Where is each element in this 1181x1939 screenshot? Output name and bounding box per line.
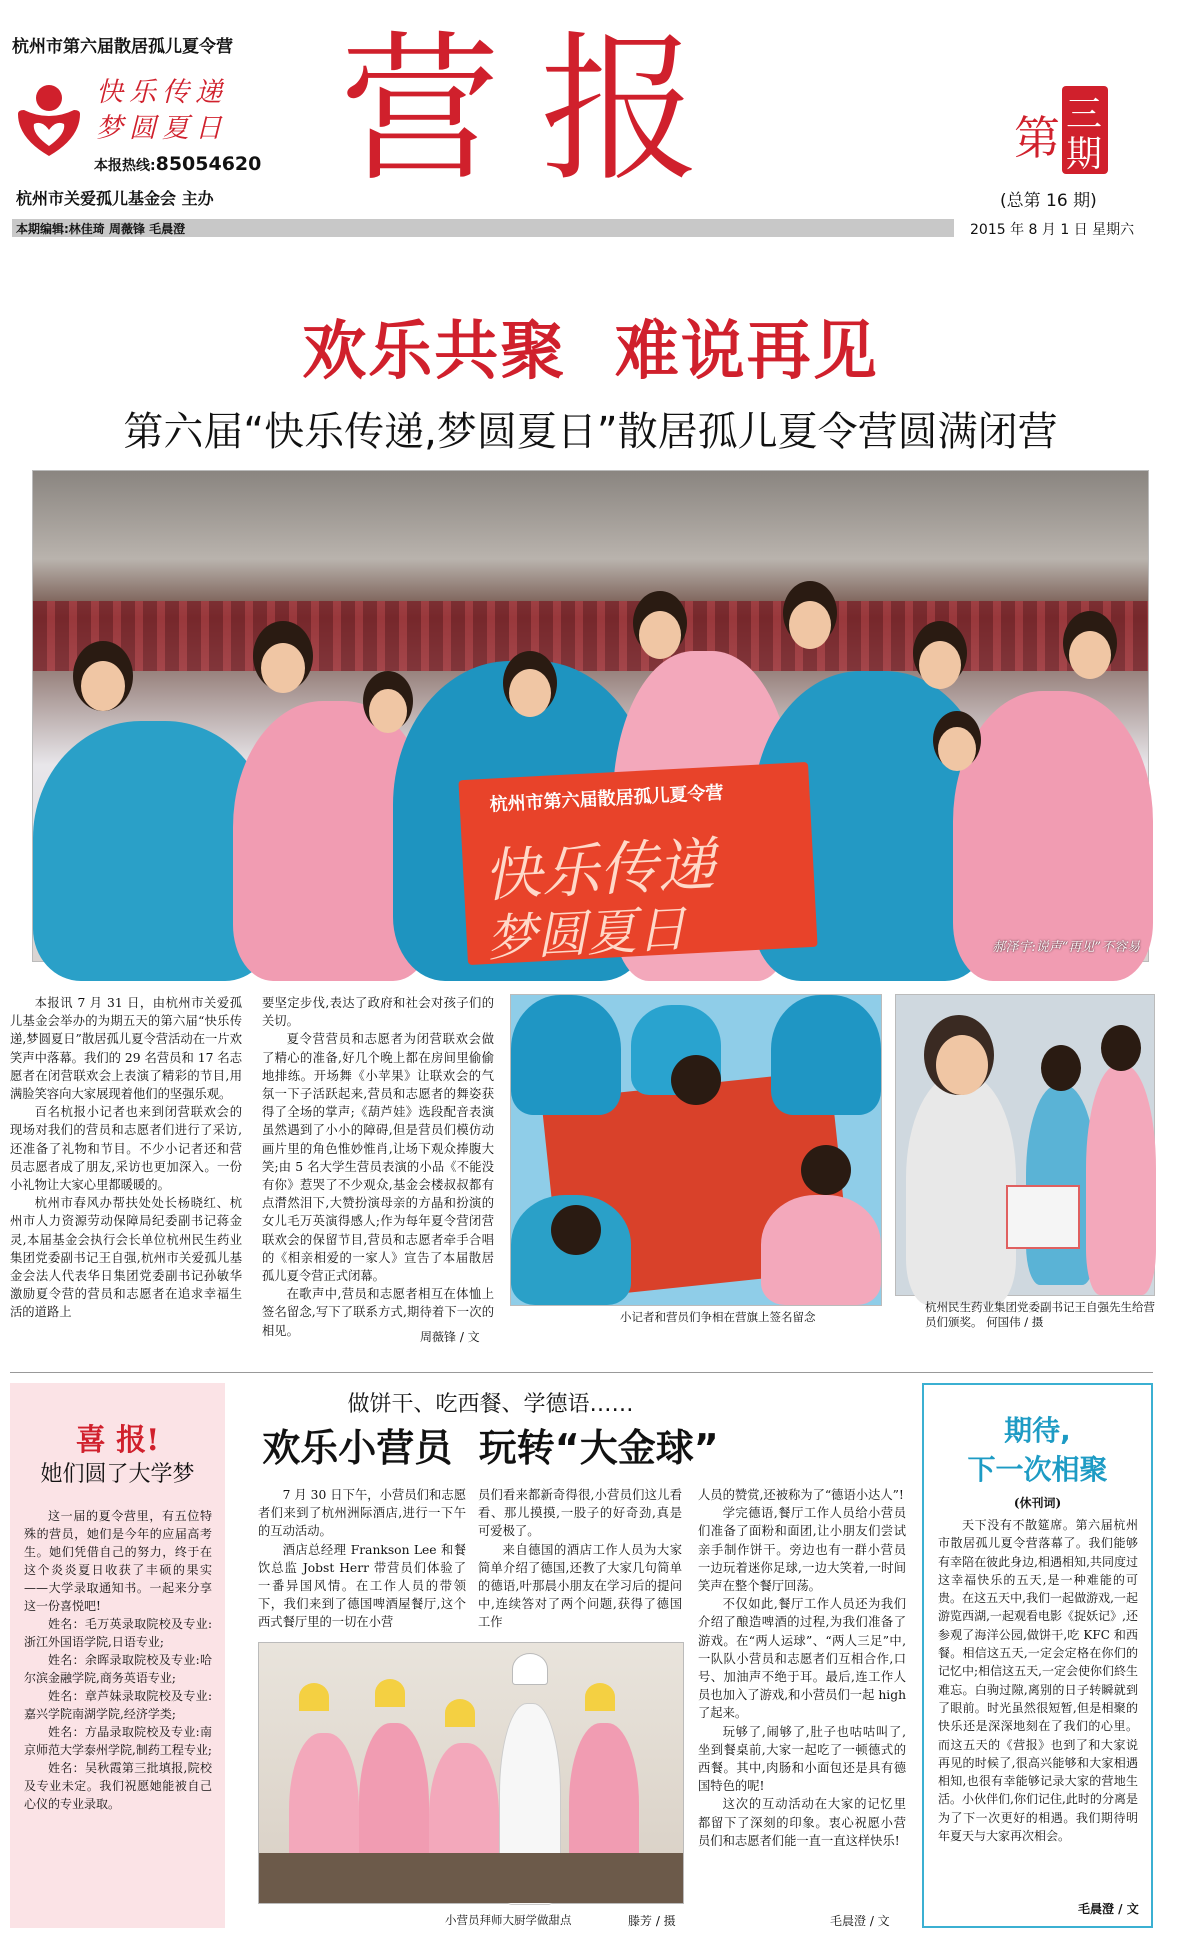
story2-para: 来自德国的酒店工作人员为大家简单介绍了德国,还教了大家几句简单的德语,叶那晨小朋友在学习后的提问中,连续答对了两个问题,获得了德国工作 [478,1542,682,1630]
hotline [94,153,261,175]
farewell-author-tag: (休刊词) [1013,1496,1062,1510]
slogan-line-2: 梦圆夏日 [96,113,228,144]
banner-big-2: 梦圆夏日 [485,899,688,968]
good-news-entry: 姓名：吴秋霞第三批填报,院校及专业未定。我们祝愿她能被自己心仪的专业录取。 [24,1761,212,1811]
signing-photo [510,994,882,1306]
story2-col1 [258,1486,466,1636]
story1-byline: 周薇锋 / 文 [420,1330,480,1344]
story2-col2 [478,1486,682,1636]
slogan-line-1: 快乐传递 [96,77,228,108]
farewell-title-2: 下一次相聚 [967,1453,1108,1486]
story1-para: 夏令营营员和志愿者为闭营联欢会做了精心的准备,好几个晚上都在房间里偷偷地排练。开场舞《小苹果》让联欢会的气氛一下子活跃起来,营员和志愿者的舞姿获得了全场的掌声;《葫芦娃》选段配音表演虽然遇到了小小的障碍,但是营员们模仿动画片里的角色惟妙惟肖,让场下观众捧腹大笑;由 5 名大学生营员表演的小品《不能没有你》惹哭了不少观众,基金会楼叔叔都有点潸然泪下,大赞扮演母亲的方晶和扮演的女儿毛万英演得感人;作为每年夏令营闭营联欢会的保留节目,营员和志愿者牵手合唱的《相亲相爱的一家人》宣告了本届散居孤儿夏令营正式闭幕。 [262,1032,494,1284]
good-news-entry: 姓名：章芦妹录取院校及专业:嘉兴学院南湖学院,经济学类; [24,1689,212,1721]
camp-name: 杭州市第六届散居孤儿夏令营 [12,37,233,57]
issue-total: (总第 16 期) [1000,191,1097,211]
story2-para: 玩够了,闹够了,肚子也咕咕叫了,坐到餐桌前,大家一起吃了一顿德式的西餐。其中,肉肠和小面包还是具有德国特色的呢! [698,1724,906,1794]
masthead-title [340,16,741,203]
award-photo-caption [925,1300,1155,1330]
good-news-entry: 姓名：方晶录取院校及专业:南京师范大学泰州学院,制药工程专业; [24,1725,212,1757]
baking-photo-caption: 小营员拜师大厨学做甜点 [445,1913,572,1927]
baking-photo-credit: 滕芳 / 摄 [628,1914,676,1928]
photo-caption: 郝泽宇:说声“再见”不容易 [992,940,1140,955]
banner-big-1: 快乐传递 [481,830,717,911]
story2-para: 人员的赞赏,还被称为了“德语小达人”! [698,1488,904,1502]
farewell-title-1: 期待, [1004,1414,1071,1447]
issue-seal-char-1: 第 [1014,111,1060,165]
good-news-title: 喜 报! [75,1423,160,1458]
baking-photo [258,1642,684,1904]
hall-seats [33,601,1148,671]
story1-para: 百名杭报小记者也来到闭营联欢会的现场对我们的营员和志愿者们进行了采访,还准备了礼物和节目。不少小记者还和营员志愿者成了朋友,采访也更加深入。一份小礼物让大家心里都暖暖的。 [10,1105,242,1193]
main-headline: 欢乐共聚 难说再见 [302,315,879,389]
good-news-entry: 姓名：毛万英录取院校及专业:浙江外国语学院,日语专业; [24,1617,212,1649]
issue-date: 2015 年 8 月 1 日 星期六 [970,222,1135,238]
title-char-1: 营 [340,16,541,203]
editors: 本期编辑:林佳琦 周薇锋 毛晨澄 [16,222,186,236]
hotline-label: 本报热线: [94,158,156,174]
good-news-entry: 姓名：余晖录取院校及专业:哈尔滨金融学院,商务英语专业; [24,1653,212,1685]
heart-logo-icon [14,80,84,158]
banner-text: 杭州市第六届散居孤儿夏令营 [489,782,724,816]
story1-para: 本报讯 7 月 31 日，由杭州市关爱孤儿基金会举办的为期五天的第六届“快乐传递,梦圆夏日”散居孤儿夏令营活动在一片欢笑声中落幕。我们的 29 名营员和 17 名志愿者在闭营联欢会上表演了精彩的节目,用满脸笑容向大家展现着他们的坚强乐观。 [10,996,242,1102]
award-caption-text: 杭州民生药业集团党委副书记王自强先生给营员们颁奖。 [925,1300,1155,1329]
group-photo [32,470,1149,968]
story2-para: 7 月 30 日下午，小营员们和志愿者们来到了杭州洲际酒店,进行一下午的互动活动。 [258,1488,466,1539]
story2-para: 学完德语,餐厅工作人员给小营员们准备了面粉和面团,让小朋友们尝试亲手制作饼干。旁边也有一群小营员一边玩着迷你足球,一边大笑着,一时间笑声在整个餐厅回荡。 [698,1506,906,1594]
award-photo [895,994,1155,1296]
hotline-number: 85054620 [155,153,262,175]
issue-seal-char-2: 三 [1066,94,1103,135]
story2-para: 这次的互动活动在大家的记忆里都留下了深刻的印象。衷心祝愿小营员们和志愿者们能一直一直这样快乐! [698,1797,906,1848]
story1-col1 [10,994,242,1349]
signing-photo-caption: 小记者和营员们争相在营旗上签名留念 [620,1310,816,1324]
story1-para: 杭州市春风办帮扶处处长杨晓红、杭州市人力资源劳动保障局纪委副书记蒋金灵,本届基金会执行会长单位杭州民生药业集团党委副书记王自强,杭州市关爱孤儿基金会法人代表华日集团党委副书记孙敏华激励夏令营的营员和志愿者在追求幸福生活的道路上 [10,1196,242,1320]
title-char-2: 报 [540,16,741,203]
divider [10,1372,1153,1373]
story2-para: 酒店总经理 Frankson Lee 和餐饮总监 Jobst Herr 带营员们体验了一番异国风情。在工作人员的带领下，我们来到了德国啤酒屋餐厅,这个西式餐厅里的一切在小营 [258,1542,466,1630]
camp-banner [458,762,817,968]
good-news-intro: 这一届的夏令营里，有五位特殊的营员，她们是今年的应届高考生。她们凭借自己的努力，终于在这个炎炎夏日收获了丰硕的果实——大学录取通知书。一起来分享这一份喜悦吧! [24,1509,212,1613]
sub-headline: 第六届“快乐传递,梦圆夏日”散居孤儿夏令营圆满闭营 [123,409,1058,455]
issue-seal-char-3: 期 [1066,134,1103,175]
story2-byline: 毛晨澄 / 文 [830,1914,890,1928]
issue-seal [1010,80,1110,180]
good-news-body [24,1507,212,1917]
story2-col3 [698,1486,906,1911]
farewell-byline: 毛晨澄 / 文 [1078,1902,1139,1916]
story2-headline: 欢乐小营员 玩转“大金球” [262,1426,719,1470]
good-news-subtitle: 她们圆了大学梦 [40,1462,195,1487]
story2-para: 员们看来都新奇得很,小营员们这儿看看、那儿摸摸,一股子的好奇劲,真是可爱极了。 [478,1488,682,1539]
story1-para: 要坚定步伐,表达了政府和社会对孩子们的关切。 [262,996,494,1029]
award-photo-credit: 何国伟 / 摄 [986,1315,1044,1329]
organizer: 杭州市关爱孤儿基金会 主办 [16,189,214,208]
story2-para: 不仅如此,餐厅工作人员还为我们介绍了酿造啤酒的过程,为我们准备了游戏。在“两人运球”、“两人三足”中,一队队小营员和志愿者们互相合作,口号、加油声不绝于耳。最后,连工作人员也加入了游戏,和小营员们一起 high 了起来。 [698,1597,906,1721]
story1-para: 在歌声中,营员和志愿者相互在体恤上签名留念,写下了联系方式,期待着下一次的相见。 [262,1287,494,1338]
farewell-body [938,1516,1138,1901]
story2-kicker: 做饼干、吃西餐、学德语…… [347,1392,634,1417]
farewell-text: 天下没有不散筵席。第六届杭州市散居孤儿夏令营落幕了。我们能够有幸陪在彼此身边,相遇相知,共同度过这幸福快乐的五天,是一种难能的可贵。在这五天中,我们一起做游戏,一起游览西湖,一起观看电影《捉妖记》,还参观了海洋公园,做饼干,吃 KFC 和西餐。相信这五天,一定会定格在你们的记忆中;相信这五天,一定会使你们終生难忘。白驹过隙,离别的日子转瞬就到了眼前。时光虽然很短暂,但是相聚的快乐还是深深地刻在了我们的心里。而这五天的《营报》也到了和大家说再见的时候了,很高兴能够和大家相遇相知,也很有幸能够记录大家的营地生活。小伙伴们,你们记住,此时的分离是为了下一次更好的相遇。我们期待明年夏天与大家再次相会。 [938,1518,1138,1844]
